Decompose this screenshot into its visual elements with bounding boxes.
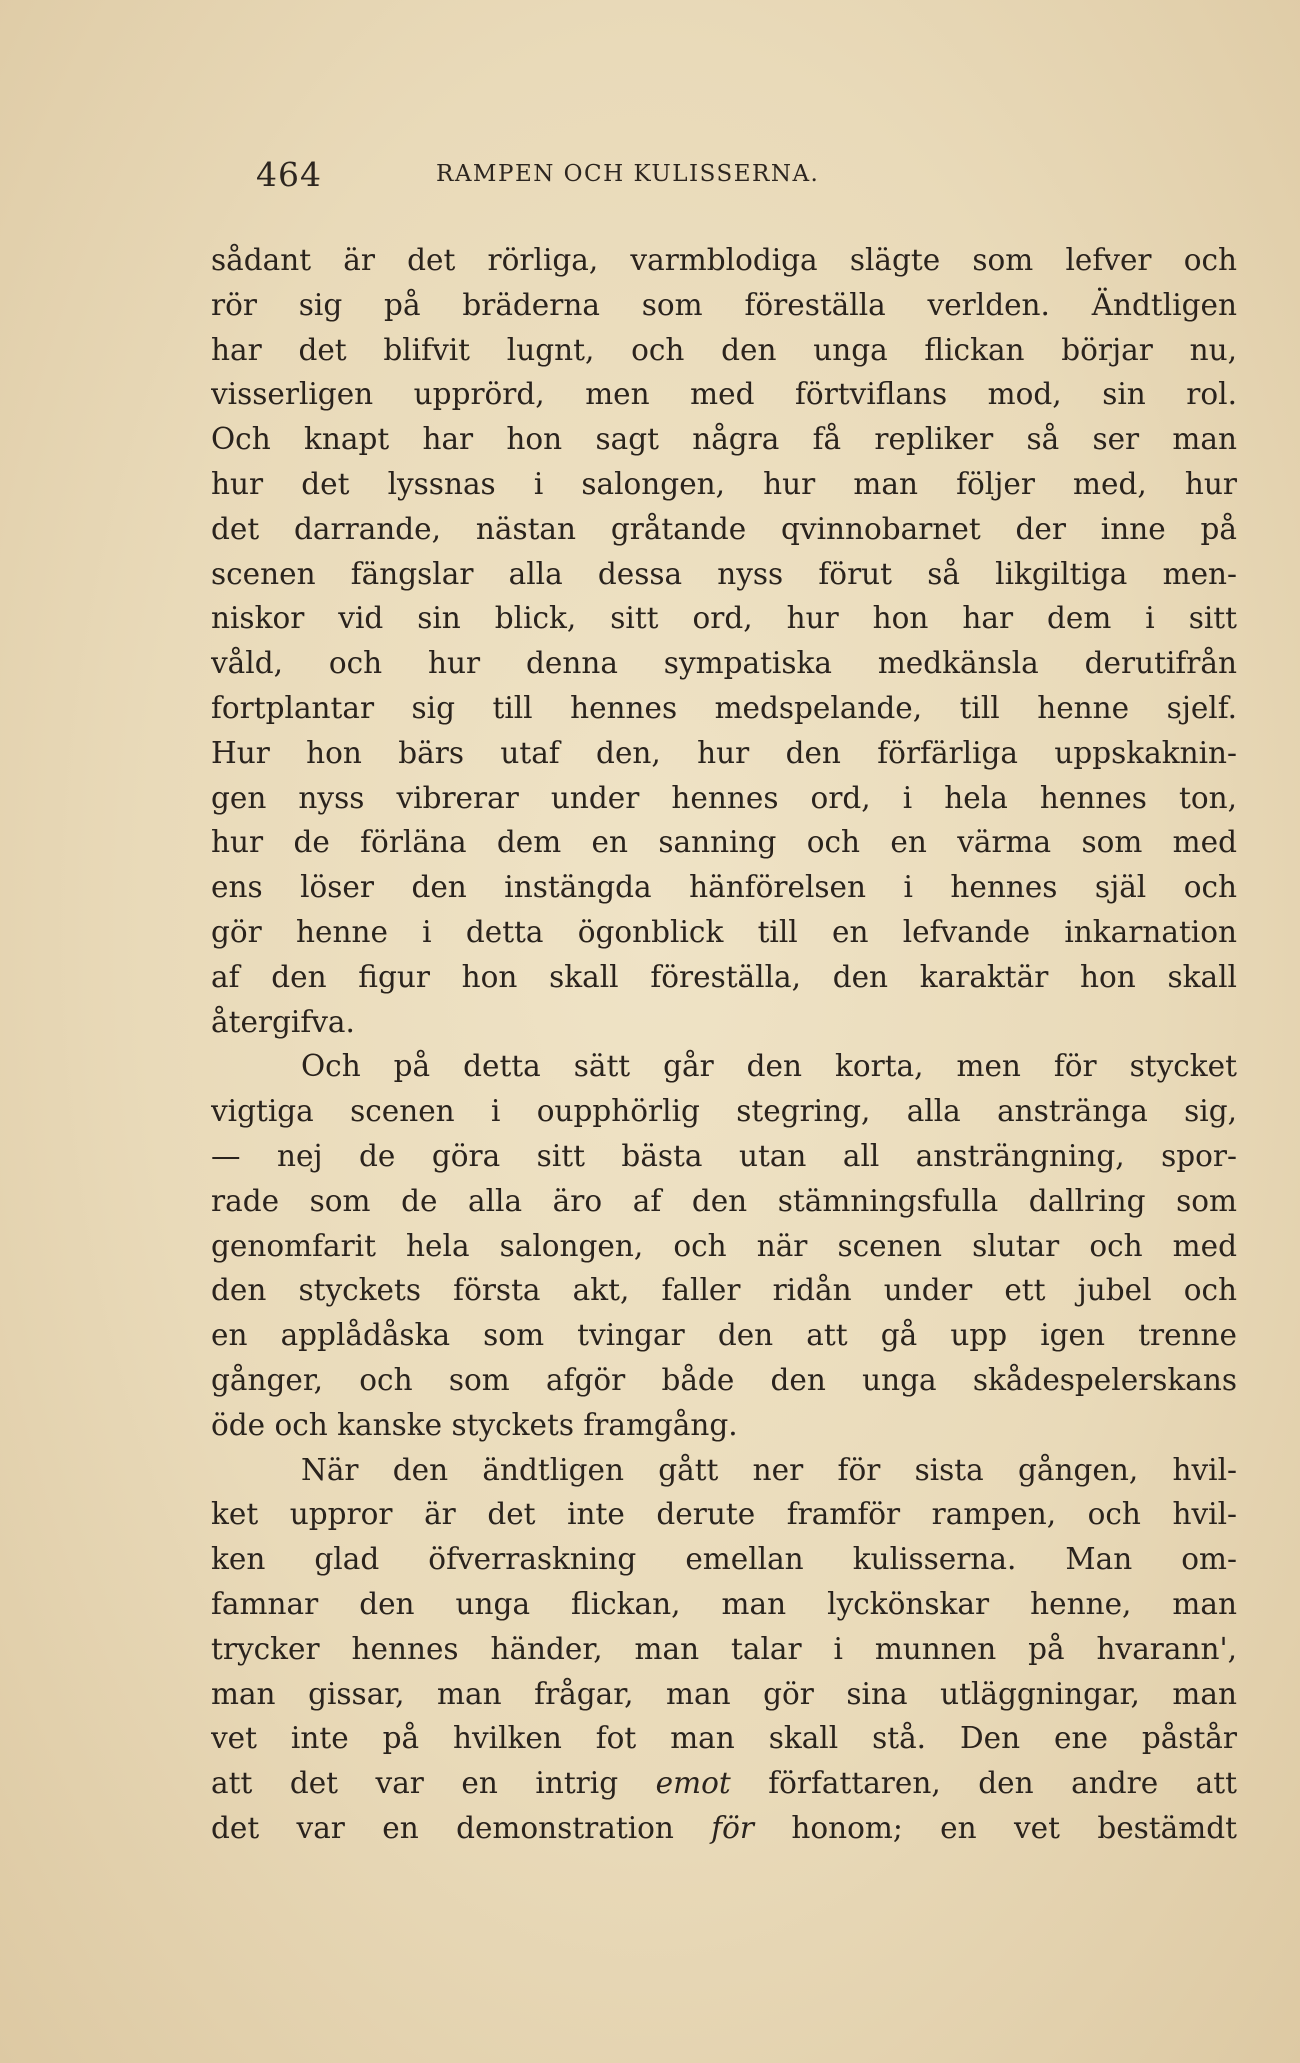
italic-word: för [711, 1810, 755, 1845]
text-line [211, 1761, 1237, 1806]
text-line: famnar den unga flickan, man lyckönskar henne, man [211, 1586, 1237, 1621]
running-title: RAMPEN OCH KULISSERNA. [436, 161, 820, 187]
text-line: ket uppror är det inte derute framför rampen, och hvil- [211, 1497, 1237, 1532]
text-line: gör henne i detta ögonblick till en lefvande inkarnation [211, 914, 1237, 949]
text-line: rade som de alla äro af den stämningsfulla dallring som [211, 1183, 1237, 1218]
text-line: Hur hon bärs utaf den, hur den förfärliga uppskaknin- [211, 735, 1237, 770]
text-line: af den figur hon skall föreställa, den karaktär hon skall [211, 959, 1237, 994]
text-line: sådant är det rörliga, varmblodiga slägte som lefver och [211, 243, 1237, 277]
text-line: Och knapt har hon sagt några få repliker så ser man [211, 422, 1237, 457]
page-header [256, 155, 956, 205]
italic-word: emot [655, 1766, 731, 1801]
body-text [211, 238, 1237, 1851]
text-line: Och på detta sätt går den korta, men för stycket [301, 1049, 1237, 1084]
text-line: — nej de göra sitt bästa utan all ansträngning, spor- [211, 1138, 1237, 1173]
text-line: har det blifvit lugnt, och den unga flickan börjar nu, [211, 332, 1237, 367]
text-line: ken glad öfverraskning emellan kulisserna. Man om- [211, 1542, 1237, 1577]
text-segment: författaren, den andre att [768, 1766, 1237, 1801]
text-line: niskor vid sin blick, sitt ord, hur hon har dem i sitt [211, 601, 1237, 636]
text-line: När den ändtligen gått ner för sista gången, hvil- [301, 1452, 1237, 1487]
text-line: vigtiga scenen i oupphörlig stegring, alla anstränga sig, [211, 1094, 1237, 1129]
text-line: öde och kanske styckets framgång. [211, 1407, 738, 1442]
text-line: den styckets första akt, faller ridån under ett jubel och [211, 1273, 1237, 1308]
text-line: det darrande, nästan gråtande qvinnobarnet der inne på [211, 511, 1237, 546]
text-line: hur de förläna dem en sanning och en värma som med [211, 825, 1237, 860]
text-line: en applådåska som tvingar den att gå upp igen trenne [211, 1318, 1237, 1353]
text-line: ens löser den instängda hänförelsen i hennes själ och [211, 870, 1237, 905]
text-segment: det var en demonstration [211, 1810, 674, 1845]
text-line: gen nyss vibrerar under hennes ord, i hela hennes ton, [211, 780, 1237, 815]
text-segment: att det var en intrig [211, 1766, 619, 1801]
text-line: vet inte på hvilken fot man skall stå. Den ene påstår [211, 1721, 1237, 1756]
text-line: man gissar, man frågar, man gör sina utläggningar, man [211, 1676, 1237, 1711]
text-line: trycker hennes händer, man talar i munnen på hvarann', [211, 1631, 1237, 1666]
text-line: genomfarit hela salongen, och när scenen slutar och med [211, 1228, 1237, 1263]
text-line: gånger, och som afgör både den unga skådespelerskans [211, 1362, 1237, 1397]
page-number: 464 [256, 155, 322, 194]
text-line: scenen fängslar alla dessa nyss förut så likgiltiga men- [211, 556, 1237, 591]
text-line: rör sig på bräderna som föreställa verlden. Ändtligen [211, 287, 1237, 322]
text-line: visserligen upprörd, men med förtviflans mod, sin rol. [211, 377, 1237, 412]
text-line: återgifva. [211, 1004, 355, 1039]
text-line: våld, och hur denna sympatiska medkänsla derutifrån [211, 646, 1237, 681]
text-segment: honom; en vet bestämdt [791, 1810, 1237, 1845]
text-line [211, 1806, 1237, 1851]
text-line: fortplantar sig till hennes medspelande, till henne sjelf. [211, 690, 1237, 725]
text-line: hur det lyssnas i salongen, hur man följer med, hur [211, 466, 1237, 501]
